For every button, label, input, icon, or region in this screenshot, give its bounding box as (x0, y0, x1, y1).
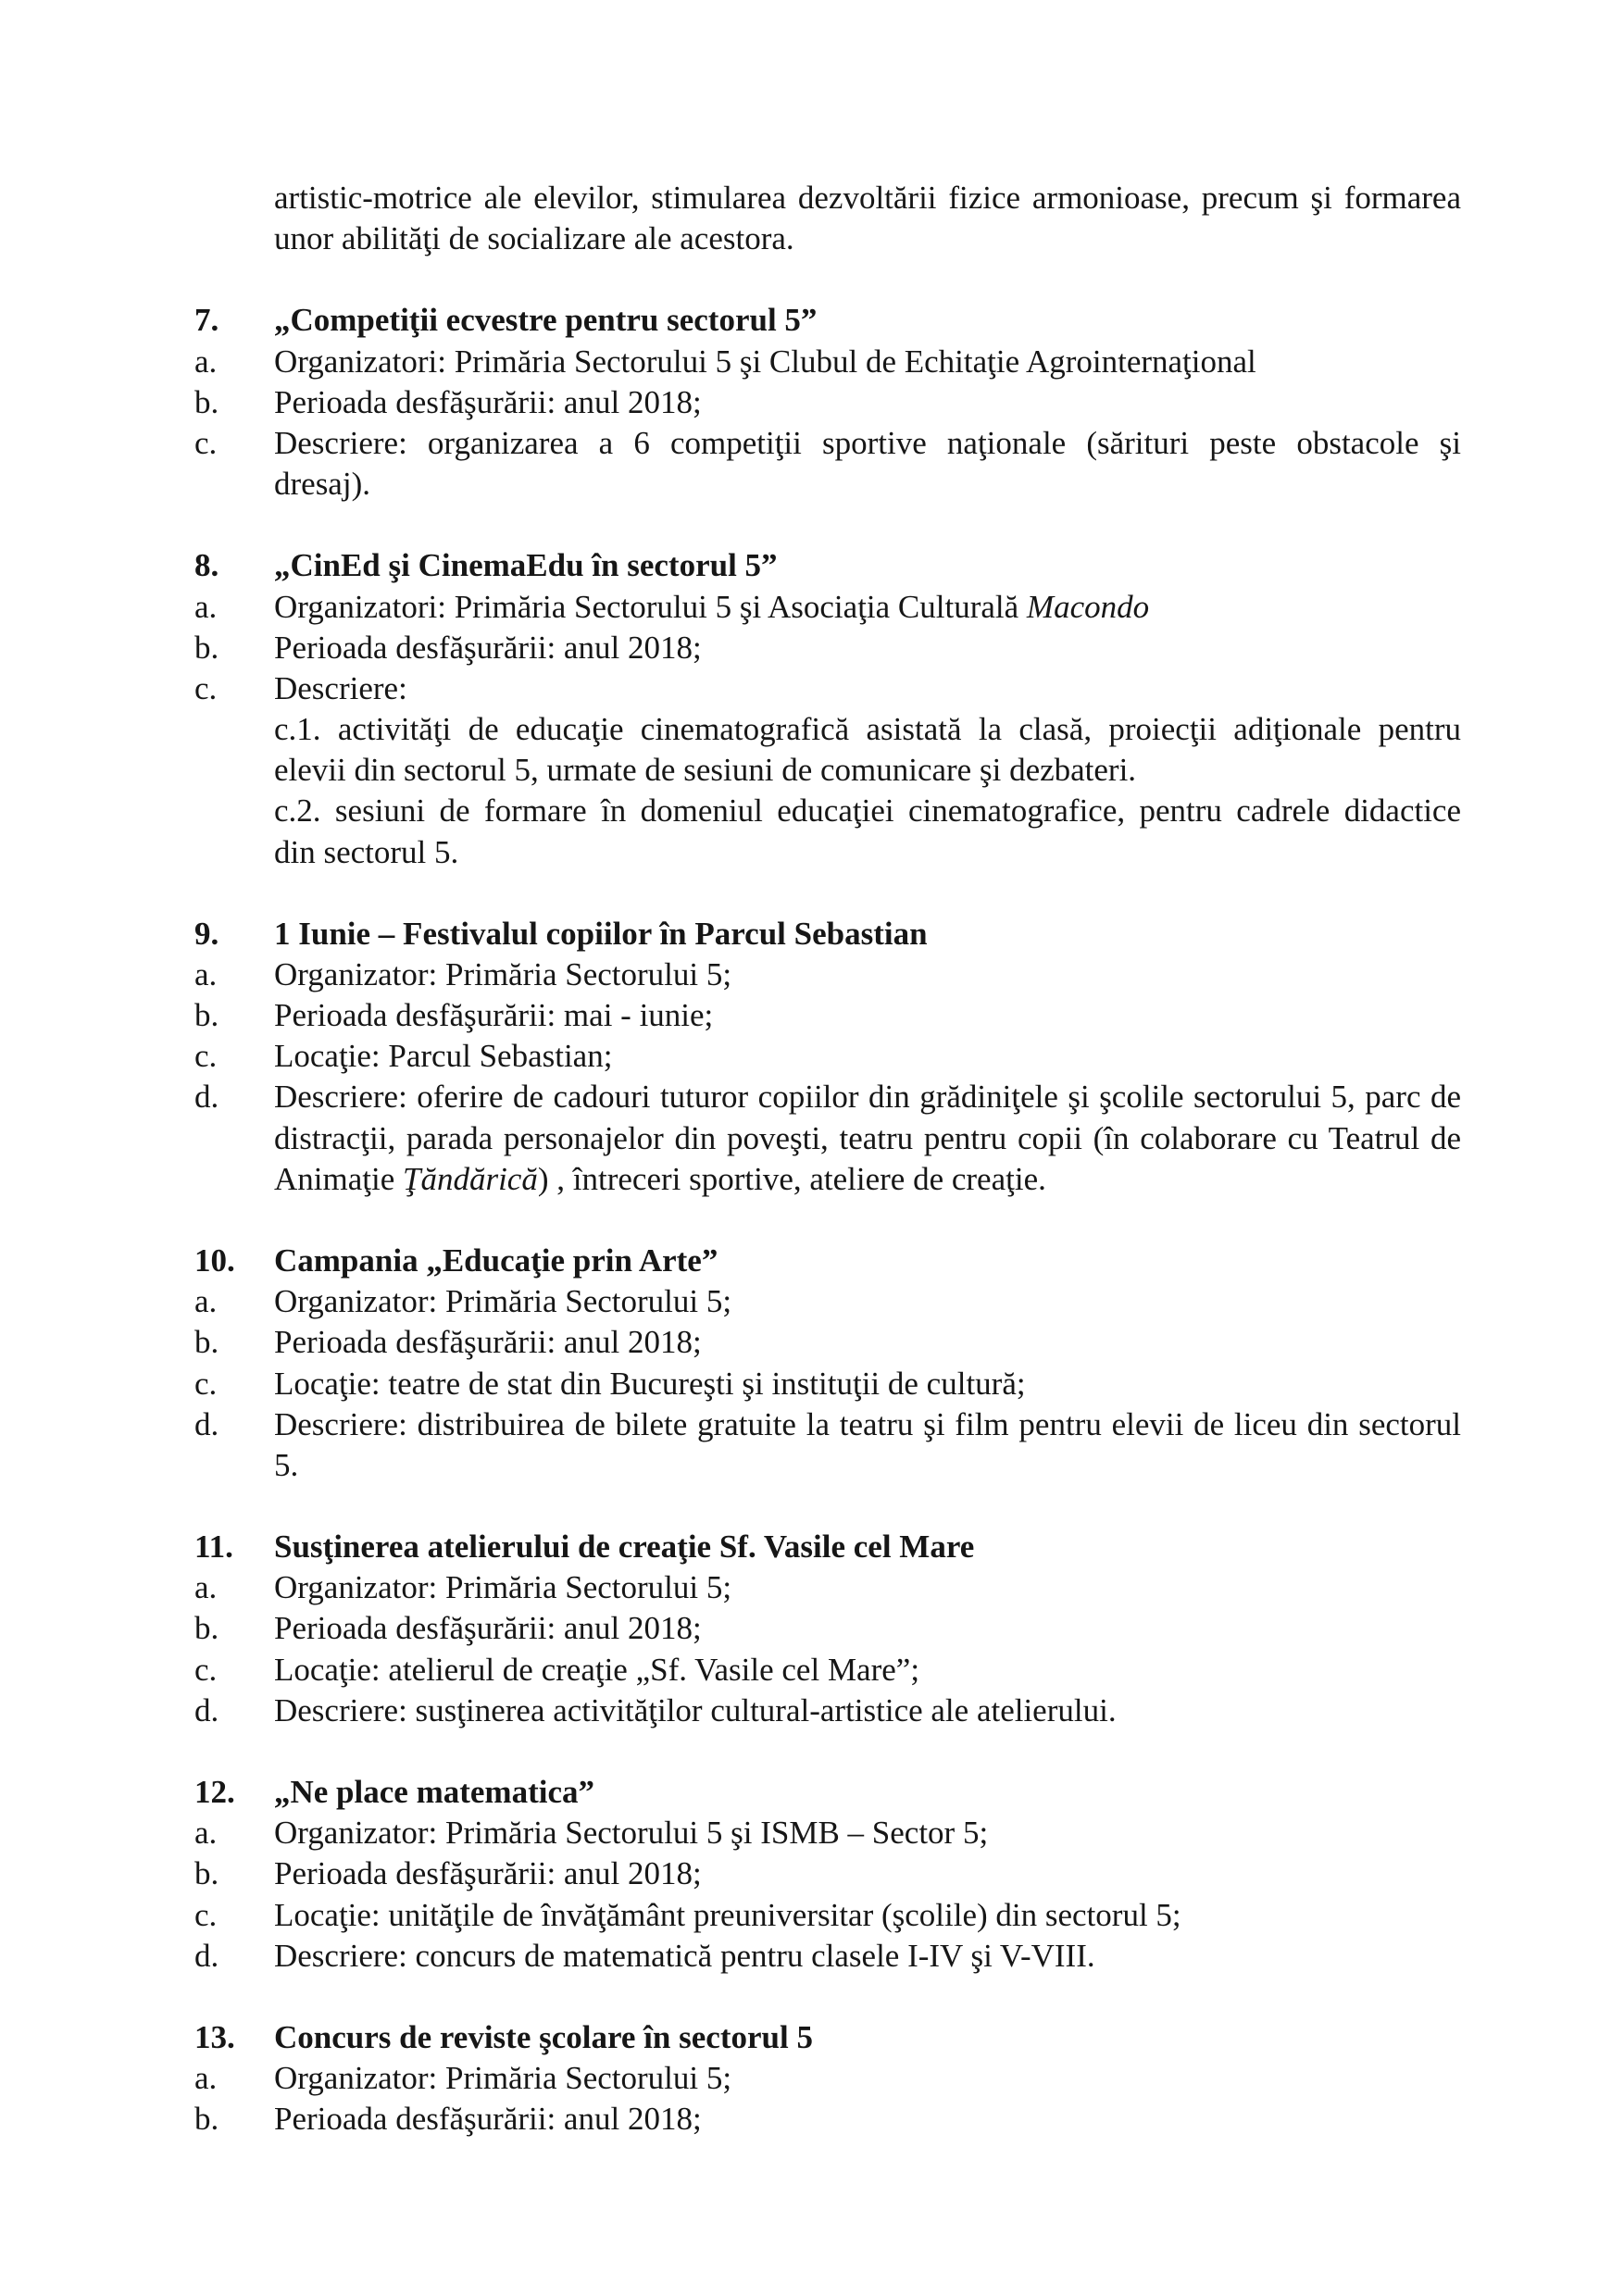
item-letter: b. (194, 1610, 219, 1647)
item-letter: d. (194, 1405, 219, 1442)
item-row (194, 1813, 1461, 1853)
item-text (274, 1159, 1461, 1200)
section-title: „Ne place matematica” (274, 1774, 594, 1811)
item-text: Organizator: Primăria Sectorului 5; (274, 2060, 732, 2097)
item-letter: a. (194, 343, 218, 380)
section-number: 9. (194, 915, 219, 952)
item-row (194, 1650, 1461, 1691)
section-title: Concurs de reviste şcolare în sectorul 5 (274, 2019, 813, 2056)
section-heading (194, 1527, 1461, 1567)
item-text: Locaţie: unităţile de învăţământ preuniversitar (şcolile) din sectorul 5; (274, 1896, 1181, 1933)
item-text-part: Organizatori: Primăria Sectorului 5 şi Asociaţia Culturală (274, 588, 1019, 625)
item-letter: c. (194, 1038, 218, 1075)
item-row (194, 1322, 1461, 1363)
item-row (194, 668, 1461, 709)
organization-name: Macondo (1026, 588, 1150, 625)
item-continuation (194, 464, 1461, 505)
section-number: 8. (194, 547, 219, 584)
item-text: Descriere: distribuirea de bilete gratuite la teatru şi film pentru elevii de liceu din sectorul (274, 1405, 1461, 1442)
section-number: 7. (194, 302, 219, 339)
item-text: Organizator: Primăria Sectorului 5; (274, 955, 732, 992)
item-text: 5. (274, 1446, 299, 1483)
section-heading (194, 545, 1461, 586)
item-row (194, 423, 1461, 464)
section-heading (194, 300, 1461, 341)
section-heading (194, 1241, 1461, 1281)
paragraph-line: unor abilităţi de socializare ale acestora. (274, 220, 794, 257)
item-text: Perioada desfăşurării: anul 2018; (274, 1610, 702, 1647)
subitem-row (194, 750, 1461, 791)
item-letter: a. (194, 1283, 218, 1320)
line (194, 218, 1461, 259)
item-text: Locaţie: atelierul de creaţie „Sf. Vasile cel Mare”; (274, 1651, 920, 1688)
item-letter: d. (194, 1691, 219, 1728)
item-text: Organizator: Primăria Sectorului 5; (274, 1569, 732, 1606)
item-letter: a. (194, 2060, 218, 2097)
item-text-part: ) , întreceri sportive, ateliere de creaţie. (537, 1160, 1046, 1197)
item-text: Organizator: Primăria Sectorului 5 şi ISMB – Sector 5; (274, 1815, 989, 1852)
item-text: Descriere: oferire de cadouri tuturor copiilor din grădiniţele şi şcolile sectorului 5, parc de (274, 1079, 1461, 1116)
section-11 (194, 1527, 1461, 1731)
item-letter: b. (194, 629, 219, 666)
item-text: Organizatori: Primăria Sectorului 5 şi Clubul de Echitaţie Agrointernaţional (274, 343, 1256, 380)
item-letter: d. (194, 1079, 219, 1116)
section-12 (194, 1772, 1461, 1977)
item-row (194, 342, 1461, 382)
section-7 (194, 300, 1461, 505)
section-9 (194, 914, 1461, 1200)
item-letter: c. (194, 1651, 218, 1688)
subitem-row (194, 832, 1461, 873)
item-row (194, 1853, 1461, 1894)
section-heading (194, 2017, 1461, 2058)
item-row (194, 1404, 1461, 1445)
item-continuation (194, 1445, 1461, 1486)
section-10 (194, 1241, 1461, 1486)
item-letter: b. (194, 2101, 219, 2138)
item-letter: b. (194, 997, 219, 1034)
item-letter: a. (194, 955, 218, 992)
item-text: Perioada desfăşurării: anul 2018; (274, 629, 702, 666)
item-text: Descriere: concurs de matematică pentru clasele I-IV şi V-VIII. (274, 1937, 1095, 1974)
item-text: distracţii, parada personajelor din poveşti, teatru pentru copii (în colaborare cu Teatrul de (274, 1119, 1461, 1156)
subitem-text: elevii din sectorul 5, urmate de sesiuni de comunicare şi dezbateri. (274, 752, 1137, 789)
item-row (194, 1364, 1461, 1404)
section-number: 13. (194, 2019, 235, 2056)
item-text: Descriere: (274, 669, 407, 706)
item-text: Descriere: organizarea a 6 competiţii sportive naţionale (sărituri peste obstacole şi (274, 424, 1461, 461)
item-text: Perioada desfăşurării: anul 2018; (274, 1855, 702, 1892)
item-text: Descriere: susţinerea activităţilor cultural-artistice ale atelierului. (274, 1691, 1117, 1728)
item-text: Organizator: Primăria Sectorului 5; (274, 1283, 732, 1320)
item-text: Perioada desfăşurării: anul 2018; (274, 1324, 702, 1361)
subitem-row (194, 709, 1461, 750)
item-row (194, 2099, 1461, 2140)
subitem-text: c.1. activităţi de educaţie cinematografică asistată la clasă, proiecţii adiţionale pentru (274, 711, 1461, 748)
section-8 (194, 545, 1461, 872)
item-row (194, 1077, 1461, 1117)
item-row (194, 2058, 1461, 2099)
item-letter: b. (194, 383, 219, 420)
item-row (194, 1895, 1461, 1936)
item-letter: c. (194, 1896, 218, 1933)
subitem-row (194, 791, 1461, 831)
document-page (194, 178, 1461, 2140)
item-text: Locaţie: teatre de stat din Bucureşti şi instituţii de cultură; (274, 1365, 1026, 1402)
item-text-part: Animaţie (274, 1160, 395, 1197)
item-letter: a. (194, 588, 218, 625)
item-letter: b. (194, 1324, 219, 1361)
item-text: dresaj). (274, 466, 370, 503)
paragraph-line: artistic-motrice ale elevilor, stimularea dezvoltării fizice armonioase, precum şi formarea (274, 180, 1461, 216)
section-title: Susţinerea atelierului de creaţie Sf. Vasile cel Mare (274, 1529, 975, 1566)
subitem-text: c.2. sesiuni de formare în domeniul educaţiei cinematografice, pentru cadrele didactice (274, 792, 1461, 830)
item-text: Perioada desfăşurării: mai - iunie; (274, 997, 714, 1034)
section-title: 1 Iunie – Festivalul copiilor în Parcul Sebastian (274, 915, 928, 952)
theatre-name: Ţăndărică (403, 1160, 538, 1197)
item-text (274, 587, 1461, 628)
section-heading (194, 1772, 1461, 1813)
item-text: Perioada desfăşurării: anul 2018; (274, 383, 702, 420)
item-letter: b. (194, 1855, 219, 1892)
item-text: Perioada desfăşurării: anul 2018; (274, 2101, 702, 2138)
section-title: „Competiţii ecvestre pentru sectorul 5” (274, 302, 818, 339)
item-row (194, 1567, 1461, 1608)
subitem-text: din sectorul 5. (274, 833, 459, 870)
item-letter: c. (194, 424, 218, 461)
continuation-paragraph (194, 178, 1461, 259)
item-letter: c. (194, 669, 218, 706)
item-letter: a. (194, 1569, 218, 1606)
item-continuation (194, 1159, 1461, 1200)
item-letter: d. (194, 1937, 219, 1974)
item-row (194, 1936, 1461, 1977)
item-letter: c. (194, 1365, 218, 1402)
item-letter: a. (194, 1815, 218, 1852)
line (194, 178, 1461, 218)
item-row (194, 587, 1461, 628)
section-number: 10. (194, 1242, 235, 1279)
item-text: Locaţie: Parcul Sebastian; (274, 1038, 613, 1075)
item-row (194, 1036, 1461, 1077)
item-row (194, 628, 1461, 668)
section-number: 11. (194, 1529, 233, 1566)
item-row (194, 1281, 1461, 1322)
section-number: 12. (194, 1774, 235, 1811)
item-row (194, 1608, 1461, 1649)
item-row (194, 955, 1461, 995)
section-13 (194, 2017, 1461, 2140)
item-row (194, 382, 1461, 423)
item-row (194, 995, 1461, 1036)
item-row (194, 1691, 1461, 1731)
section-title: Campania „Educaţie prin Arte” (274, 1242, 718, 1279)
item-continuation (194, 1118, 1461, 1159)
section-title: „CinEd şi CinemaEdu în sectorul 5” (274, 547, 778, 584)
section-heading (194, 914, 1461, 955)
